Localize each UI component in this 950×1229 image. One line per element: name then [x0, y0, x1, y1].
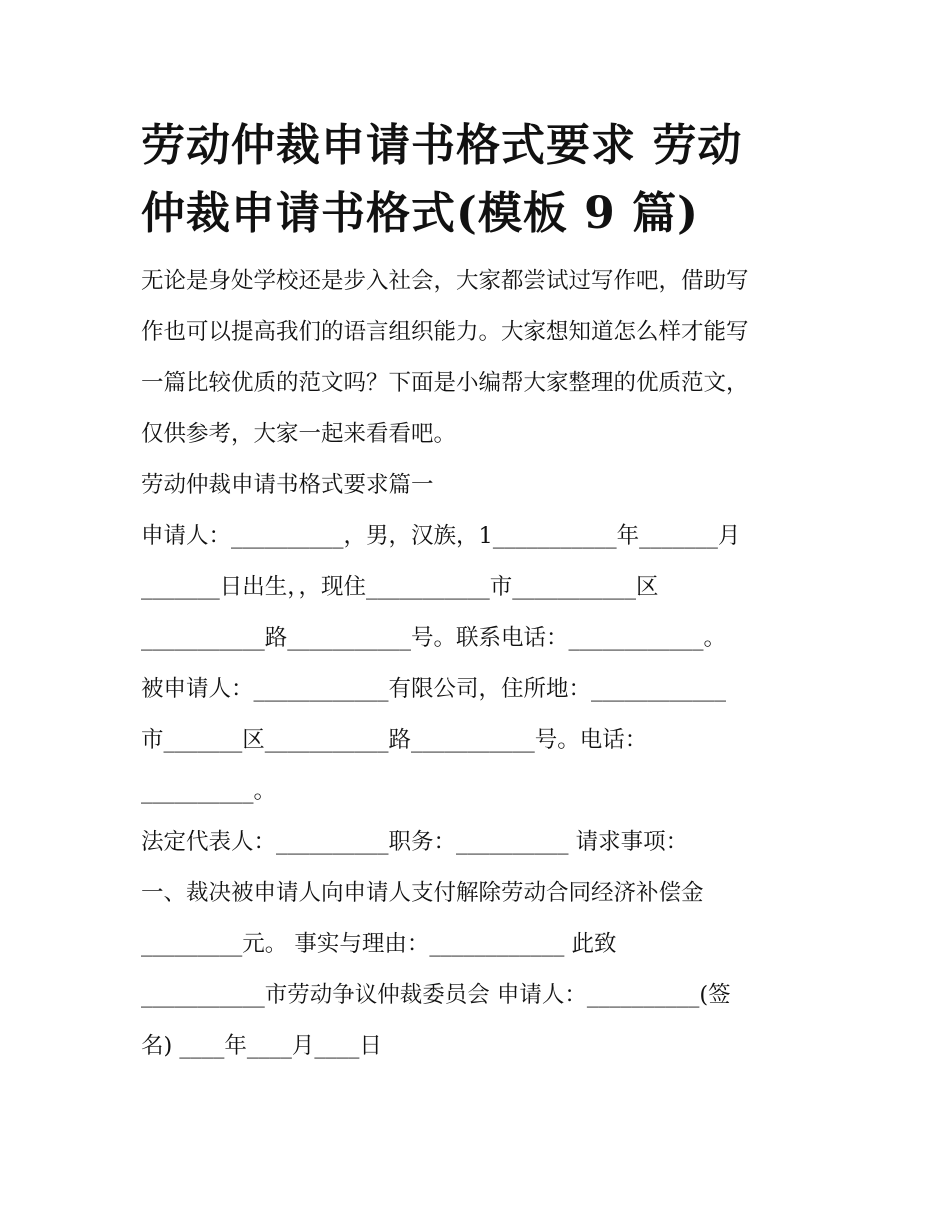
title-line-2: 仲裁申请书格式(模板 9 篇)	[141, 188, 699, 239]
intro-line: 无论是身处学校还是步入社会，大家都尝试过写作吧，借助写	[141, 268, 749, 294]
form-line: ___________路___________号。联系电话：____________。	[141, 625, 727, 651]
intro-line: 一篇比较优质的范文吗？下面是小编帮大家整理的优质范文，	[141, 370, 749, 396]
application-form-body	[141, 511, 811, 1072]
title-line-1: 劳动仲裁申请书格式要求 劳动	[141, 120, 743, 171]
intro-line: 仅供参考，大家一起来看看吧。	[141, 421, 457, 447]
form-line: 被申请人：____________有限公司，住所地：____________	[141, 676, 727, 702]
form-line: 一、裁决被申请人向申请人支付解除劳动合同经济补偿金	[141, 880, 704, 906]
form-line: __________。	[141, 778, 277, 804]
form-line: 名) ____年____月____日	[141, 1033, 382, 1059]
section-heading	[141, 460, 811, 511]
form-line: ___________市劳动争议仲裁委员会 申请人：__________(签	[141, 982, 731, 1008]
form-line: _______日出生，，现住___________市___________区	[141, 574, 659, 600]
form-line: 申请人：__________，男，汉族，1___________年_______月	[141, 523, 741, 549]
document-title	[141, 112, 811, 248]
form-line: 市_______区___________路___________号。电话：	[141, 727, 648, 753]
section-heading-text: 劳动仲裁申请书格式要求篇一	[141, 472, 434, 498]
form-line: _________元。 事实与理由：____________ 此致	[141, 931, 617, 957]
form-line: 法定代表人：__________职务：__________ 请求事项：	[141, 829, 689, 855]
intro-paragraph	[141, 256, 811, 460]
document-page	[141, 112, 811, 1072]
intro-line: 作也可以提高我们的语言组织能力。大家想知道怎么样才能写	[141, 319, 749, 345]
